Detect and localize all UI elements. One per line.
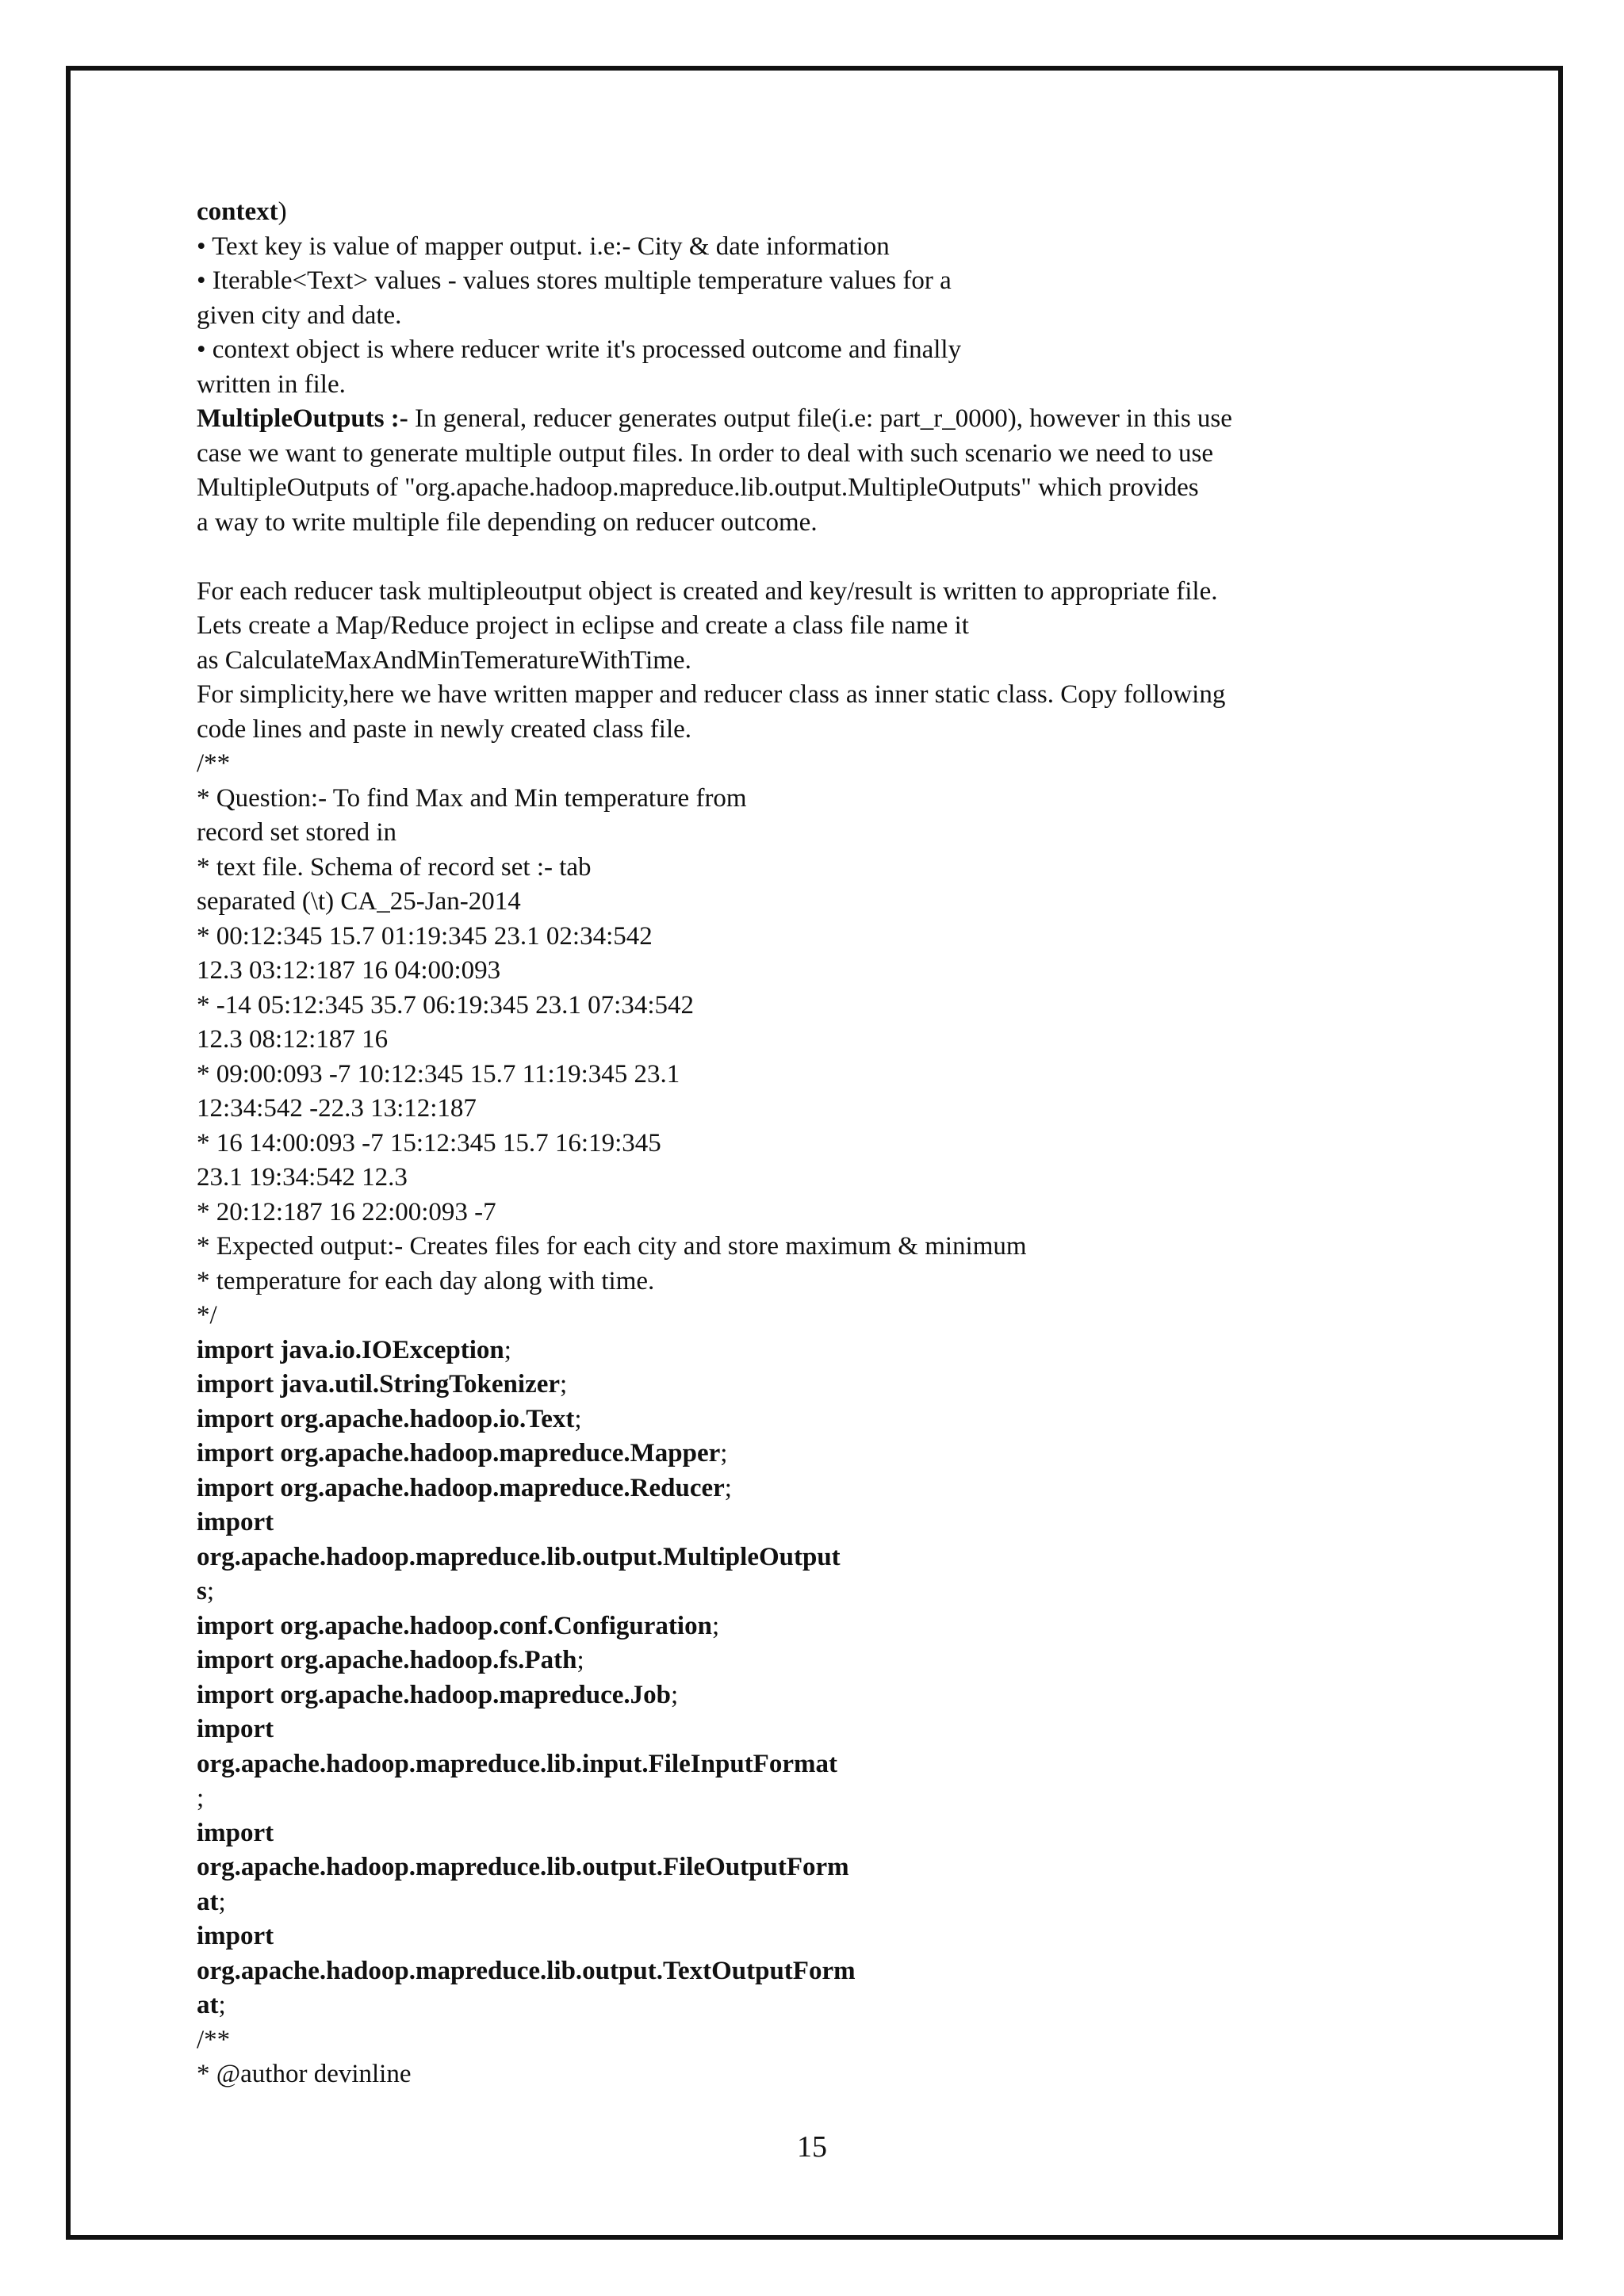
bold-text: at xyxy=(197,1887,219,1916)
line-text: ; xyxy=(720,1439,728,1468)
bold-text: import xyxy=(197,1922,274,1950)
bold-text: org.apache.hadoop.mapreduce.lib.output.MultipleOutput xyxy=(197,1542,841,1571)
text-line xyxy=(197,1368,1434,1402)
bold-text: import org.apache.hadoop.mapreduce.Mapper xyxy=(197,1439,721,1468)
bold-text: import org.apache.hadoop.conf.Configuration xyxy=(197,1611,712,1640)
line-text: 12:34:542 -22.3 13:12:187 xyxy=(197,1094,477,1123)
text-line xyxy=(197,1644,1434,1678)
bold-text: import java.util.StringTokenizer xyxy=(197,1370,561,1399)
text-line xyxy=(197,1919,1434,1954)
text-line xyxy=(197,230,1434,265)
text-line xyxy=(197,1196,1434,1230)
line-text: ; xyxy=(218,1887,226,1916)
line-text: * 20:12:187 16 22:00:093 -7 xyxy=(197,1197,496,1226)
text-line xyxy=(197,1954,1434,1989)
line-text: a way to write multiple file depending on reducer outcome. xyxy=(197,507,818,537)
bold-text: import xyxy=(197,1508,274,1536)
bold-text: org.apache.hadoop.mapreduce.lib.output.FileOutputForm xyxy=(197,1853,849,1881)
bold-text: import org.apache.hadoop.mapreduce.Reducer xyxy=(197,1473,725,1502)
text-line xyxy=(197,195,1434,230)
text-line xyxy=(197,609,1434,644)
bold-text: import xyxy=(197,1818,274,1847)
line-text: case we want to generate multiple output files. In order to deal with such scenario we need to use xyxy=(197,438,1213,468)
text-line xyxy=(197,1712,1434,1747)
intro-section xyxy=(197,575,1434,748)
text-line xyxy=(197,885,1434,920)
text-line xyxy=(197,368,1434,403)
text-line xyxy=(197,1988,1434,2023)
line-text: * temperature for each day along with time. xyxy=(197,1266,655,1295)
bold-text: import org.apache.hadoop.fs.Path xyxy=(197,1646,577,1674)
text-line xyxy=(197,851,1434,886)
text-line xyxy=(197,1023,1434,1058)
text-line xyxy=(197,920,1434,955)
text-line xyxy=(197,1747,1434,1782)
line-text: 12.3 08:12:187 16 xyxy=(197,1025,389,1054)
multiple-outputs-section xyxy=(197,402,1434,540)
line-text: ; xyxy=(671,1680,679,1709)
text-line xyxy=(197,1678,1434,1713)
line-text: ; xyxy=(218,1991,226,2019)
author-block xyxy=(197,2023,1434,2092)
line-text: ; xyxy=(576,1646,584,1674)
document-body xyxy=(197,195,1434,2092)
text-line xyxy=(197,644,1434,679)
line-text: * -14 05:12:345 35.7 06:19:345 23.1 07:34:542 xyxy=(197,990,694,1020)
line-text: /** xyxy=(197,2025,231,2054)
line-text: written in file. xyxy=(197,369,346,399)
imports-section xyxy=(197,1334,1434,2023)
text-line xyxy=(197,954,1434,989)
text-line xyxy=(197,264,1434,299)
line-text: ) xyxy=(278,197,287,226)
text-line xyxy=(197,1265,1434,1299)
line-text: ; xyxy=(206,1577,215,1605)
text-line xyxy=(197,2057,1434,2092)
line-text: For simplicity,here we have written mapper and reducer class as inner static class. Copy following xyxy=(197,680,1226,709)
text-line xyxy=(197,1575,1434,1609)
text-line xyxy=(197,402,1434,437)
text-line xyxy=(197,1885,1434,1920)
line-text: /** xyxy=(197,749,231,778)
page-number: 15 xyxy=(797,2130,827,2164)
line-text: * @author devinline xyxy=(197,2060,412,2088)
line-text: ; xyxy=(574,1404,582,1433)
line-text: ; xyxy=(504,1335,511,1364)
line-text: • Text key is value of mapper output. i.e:- City & date information xyxy=(197,232,890,261)
comment-block xyxy=(197,747,1434,1334)
bold-text: import org.apache.hadoop.mapreduce.Job xyxy=(197,1680,671,1709)
text-line xyxy=(197,299,1434,334)
text-line xyxy=(197,1816,1434,1851)
bold-text: s xyxy=(197,1577,207,1605)
text-line xyxy=(197,437,1434,472)
line-text: 12.3 03:12:187 16 04:00:093 xyxy=(197,956,501,985)
bold-text: MultipleOutputs :- xyxy=(197,404,408,433)
text-line xyxy=(197,1850,1434,1885)
line-text: * 00:12:345 15.7 01:19:345 23.1 02:34:542 xyxy=(197,921,653,951)
bold-text: import java.io.IOException xyxy=(197,1335,504,1364)
paragraph-spacer xyxy=(197,540,1434,575)
text-line xyxy=(197,1437,1434,1471)
line-text: • Iterable<Text> values - values stores multiple temperature values for a xyxy=(197,266,952,295)
line-text: separated (\t) CA_25-Jan-2014 xyxy=(197,887,521,916)
text-line xyxy=(197,1506,1434,1540)
line-text: */ xyxy=(197,1301,217,1330)
bold-text: import xyxy=(197,1715,274,1743)
bold-text: import org.apache.hadoop.io.Text xyxy=(197,1404,575,1433)
line-text: For each reducer task multipleoutput object is created and key/result is written to appropriate file. xyxy=(197,576,1218,606)
text-line xyxy=(197,782,1434,817)
text-line xyxy=(197,506,1434,541)
line-text: code lines and paste in newly created class file. xyxy=(197,714,692,744)
text-line xyxy=(197,1127,1434,1161)
bold-text: context xyxy=(197,197,278,226)
line-text: * 16 14:00:093 -7 15:12:345 15.7 16:19:345 xyxy=(197,1128,661,1158)
line-text: record set stored in xyxy=(197,818,396,847)
text-line xyxy=(197,1161,1434,1196)
text-line xyxy=(197,1402,1434,1437)
line-text: * Expected output:- Creates files for each city and store maximum & minimum xyxy=(197,1232,1027,1261)
bold-text: org.apache.hadoop.mapreduce.lib.output.TextOutputForm xyxy=(197,1956,856,1985)
bold-text: at xyxy=(197,1991,219,2019)
text-line xyxy=(197,747,1434,782)
text-line xyxy=(197,1471,1434,1506)
line-text: ; xyxy=(711,1611,720,1640)
bold-text: org.apache.hadoop.mapreduce.lib.input.FileInputFormat xyxy=(197,1749,837,1778)
text-line xyxy=(197,1299,1434,1334)
line-text: as CalculateMaxAndMinTemeratureWithTime. xyxy=(197,645,691,675)
line-text: ; xyxy=(560,1370,568,1399)
text-line xyxy=(197,1540,1434,1575)
text-line xyxy=(197,1781,1434,1816)
text-line xyxy=(197,333,1434,368)
line-text: Lets create a Map/Reduce project in eclipse and create a class file name it xyxy=(197,611,969,640)
line-text: 23.1 19:34:542 12.3 xyxy=(197,1163,408,1192)
text-line xyxy=(197,1092,1434,1127)
line-text: * text file. Schema of record set :- tab xyxy=(197,852,592,882)
line-text: • context object is where reducer write it's processed outcome and finally xyxy=(197,335,962,364)
text-line xyxy=(197,2023,1434,2058)
text-line xyxy=(197,989,1434,1024)
reducer-params-section xyxy=(197,195,1434,402)
text-line xyxy=(197,1058,1434,1093)
text-line xyxy=(197,678,1434,713)
text-line xyxy=(197,575,1434,610)
line-text: ; xyxy=(197,1784,205,1812)
line-text: given city and date. xyxy=(197,300,402,330)
text-line xyxy=(197,471,1434,506)
line-text: * 09:00:093 -7 10:12:345 15.7 11:19:345 23.1 xyxy=(197,1059,680,1089)
text-line xyxy=(197,1609,1434,1644)
text-line xyxy=(197,1230,1434,1265)
text-line xyxy=(197,1334,1434,1368)
line-text: ; xyxy=(724,1473,732,1502)
text-line xyxy=(197,816,1434,851)
line-text: In general, reducer generates output file(i.e: part_r_0000), however in this use xyxy=(408,404,1232,433)
text-line xyxy=(197,713,1434,748)
line-text: MultipleOutputs of "org.apache.hadoop.mapreduce.lib.output.MultipleOutputs" which provides xyxy=(197,473,1199,502)
line-text: * Question:- To find Max and Min temperature from xyxy=(197,783,747,813)
